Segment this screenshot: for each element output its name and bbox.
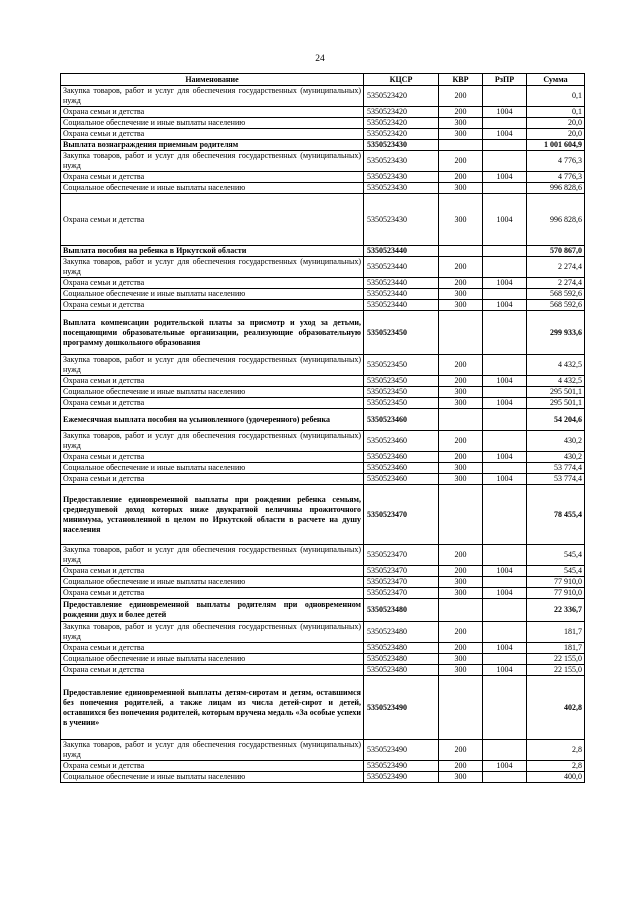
cell-name: Предоставление единовременной выплаты при рождении ребенка семьям, среднедушевой доход которых ниже двукратной величины прожиточного минимума, установленной в целом по Иркутской области в расчете на душу населения [61,485,364,545]
cell-kvr [439,485,483,545]
cell-kvr: 300 [439,588,483,599]
cell-name: Предоставление единовременной выплаты детям-сиротам и детям, оставшимся без попечения родителей, а также лицам из числа детей-сирот и детей, оставшихся без попечения родителей, которым вручена медаль «За особые успехи в учении» [61,676,364,740]
cell-sum: 400,0 [527,772,585,783]
cell-name: Охрана семьи и детства [61,300,364,311]
cell-kvr: 300 [439,654,483,665]
cell-name: Ежемесячная выплата пособия на усыновленного (удочеренного) ребенка [61,409,364,431]
cell-rzpr [483,485,527,545]
cell-sum: 1 001 604,9 [527,140,585,151]
cell-kcsr: 5350523490 [364,772,439,783]
cell-rzpr: 1004 [483,398,527,409]
cell-sum: 0,1 [527,86,585,107]
cell-rzpr [483,740,527,761]
cell-sum: 4 776,3 [527,151,585,172]
cell-kcsr: 5350523420 [364,129,439,140]
cell-rzpr [483,409,527,431]
cell-kcsr: 5350523480 [364,599,439,622]
table-row [61,665,585,676]
budget-table [60,73,585,783]
cell-rzpr: 1004 [483,761,527,772]
table-row [61,740,585,761]
cell-kcsr: 5350523430 [364,172,439,183]
cell-sum: 4 432,5 [527,376,585,387]
cell-sum: 4 776,3 [527,172,585,183]
table-row [61,761,585,772]
cell-name: Закупка товаров, работ и услуг для обеспечения государственных (муниципальных) нужд [61,151,364,172]
cell-sum: 295 501,1 [527,387,585,398]
cell-kcsr: 5350523470 [364,485,439,545]
table-row [61,485,585,545]
cell-sum: 77 910,0 [527,588,585,599]
table-row [61,772,585,783]
cell-sum: 996 828,6 [527,183,585,194]
cell-kvr: 200 [439,643,483,654]
cell-sum: 568 592,6 [527,300,585,311]
cell-name: Охрана семьи и детства [61,129,364,140]
header-rzpr: РзПР [483,74,527,86]
cell-name: Охрана семьи и детства [61,194,364,246]
table-row [61,278,585,289]
table-row [61,311,585,355]
cell-sum: 78 455,4 [527,485,585,545]
cell-rzpr: 1004 [483,665,527,676]
cell-rzpr: 1004 [483,452,527,463]
cell-rzpr: 1004 [483,278,527,289]
cell-kcsr: 5350523440 [364,300,439,311]
cell-kvr: 200 [439,172,483,183]
cell-kvr [439,676,483,740]
cell-kcsr: 5350523470 [364,577,439,588]
cell-kvr: 300 [439,463,483,474]
cell-kvr: 200 [439,107,483,118]
table-row [61,246,585,257]
cell-rzpr [483,431,527,452]
table-row [61,431,585,452]
cell-rzpr: 1004 [483,172,527,183]
table-row [61,599,585,622]
cell-rzpr [483,622,527,643]
cell-name: Закупка товаров, работ и услуг для обеспечения государственных (муниципальных) нужд [61,355,364,376]
cell-kcsr: 5350523460 [364,431,439,452]
cell-sum: 54 204,6 [527,409,585,431]
cell-rzpr [483,289,527,300]
table-row [61,151,585,172]
cell-kvr [439,140,483,151]
cell-kvr: 200 [439,257,483,278]
cell-kcsr: 5350523430 [364,140,439,151]
cell-name: Охрана семьи и детства [61,665,364,676]
cell-kcsr: 5350523450 [364,398,439,409]
cell-name: Закупка товаров, работ и услуг для обеспечения государственных (муниципальных) нужд [61,545,364,566]
cell-sum: 4 432,5 [527,355,585,376]
cell-kvr [439,246,483,257]
cell-kcsr: 5350523440 [364,278,439,289]
cell-sum: 0,1 [527,107,585,118]
table-row [61,566,585,577]
cell-kvr: 300 [439,118,483,129]
cell-sum: 2 274,4 [527,257,585,278]
cell-kvr: 200 [439,545,483,566]
cell-kcsr: 5350523420 [364,107,439,118]
cell-rzpr [483,387,527,398]
table-row [61,376,585,387]
table-row [61,622,585,643]
cell-name: Охрана семьи и детства [61,474,364,485]
table-row [61,118,585,129]
cell-kvr: 300 [439,387,483,398]
header-sum: Сумма [527,74,585,86]
table-row [61,355,585,376]
cell-kvr: 200 [439,452,483,463]
cell-sum: 545,4 [527,566,585,577]
table-row [61,140,585,151]
cell-kvr: 200 [439,376,483,387]
cell-name: Охрана семьи и детства [61,107,364,118]
table-row [61,183,585,194]
cell-name: Закупка товаров, работ и услуг для обеспечения государственных (муниципальных) нужд [61,740,364,761]
cell-kvr: 300 [439,129,483,140]
table-row [61,194,585,246]
cell-sum: 20,0 [527,118,585,129]
cell-kcsr: 5350523490 [364,676,439,740]
cell-rzpr: 1004 [483,474,527,485]
cell-sum: 20,0 [527,129,585,140]
cell-kcsr: 5350523450 [364,355,439,376]
table-row [61,300,585,311]
cell-rzpr [483,545,527,566]
table-row [61,474,585,485]
cell-rzpr [483,246,527,257]
cell-kcsr: 5350523480 [364,643,439,654]
cell-kcsr: 5350523450 [364,376,439,387]
cell-kvr [439,311,483,355]
cell-kcsr: 5350523440 [364,257,439,278]
cell-name: Социальное обеспечение и иные выплаты населению [61,183,364,194]
table-row [61,172,585,183]
table-row [61,129,585,140]
cell-name: Социальное обеспечение и иные выплаты населению [61,654,364,665]
table-body [61,86,585,783]
cell-kvr: 200 [439,566,483,577]
cell-rzpr [483,772,527,783]
cell-kvr: 300 [439,289,483,300]
cell-kcsr: 5350523470 [364,545,439,566]
cell-rzpr [483,599,527,622]
table-row [61,545,585,566]
cell-rzpr [483,183,527,194]
table-row [61,107,585,118]
cell-sum: 22 155,0 [527,665,585,676]
cell-rzpr: 1004 [483,643,527,654]
cell-kcsr: 5350523460 [364,463,439,474]
cell-kvr: 200 [439,278,483,289]
cell-rzpr: 1004 [483,129,527,140]
cell-sum: 77 910,0 [527,577,585,588]
cell-rzpr [483,257,527,278]
cell-kcsr: 5350523440 [364,289,439,300]
cell-sum: 299 933,6 [527,311,585,355]
cell-kvr: 300 [439,474,483,485]
cell-kvr [439,599,483,622]
cell-name: Социальное обеспечение и иные выплаты населению [61,289,364,300]
table-row [61,676,585,740]
cell-name: Закупка товаров, работ и услуг для обеспечения государственных (муниципальных) нужд [61,257,364,278]
cell-kcsr: 5350523420 [364,86,439,107]
cell-name: Предоставление единовременной выплаты родителям при одновременном рождении двух и более детей [61,599,364,622]
cell-kvr: 200 [439,86,483,107]
cell-rzpr [483,151,527,172]
cell-sum: 2 274,4 [527,278,585,289]
cell-kcsr: 5350523420 [364,118,439,129]
header-name: Наименование [61,74,364,86]
cell-name: Охрана семьи и детства [61,172,364,183]
cell-sum: 2,8 [527,761,585,772]
cell-rzpr: 1004 [483,194,527,246]
cell-rzpr: 1004 [483,588,527,599]
cell-name: Охрана семьи и детства [61,376,364,387]
cell-rzpr [483,140,527,151]
cell-rzpr: 1004 [483,107,527,118]
cell-sum: 22 155,0 [527,654,585,665]
cell-name: Охрана семьи и детства [61,278,364,289]
cell-kvr: 200 [439,622,483,643]
cell-rzpr [483,463,527,474]
cell-kcsr: 5350523430 [364,183,439,194]
cell-sum: 430,2 [527,431,585,452]
cell-kcsr: 5350523490 [364,740,439,761]
cell-name: Закупка товаров, работ и услуг для обеспечения государственных (муниципальных) нужд [61,86,364,107]
table-row [61,654,585,665]
cell-rzpr [483,676,527,740]
table-row [61,398,585,409]
cell-kvr: 300 [439,665,483,676]
cell-sum: 996 828,6 [527,194,585,246]
cell-kcsr: 5350523490 [364,761,439,772]
cell-name: Социальное обеспечение и иные выплаты населению [61,577,364,588]
cell-name: Закупка товаров, работ и услуг для обеспечения государственных (муниципальных) нужд [61,622,364,643]
cell-sum: 181,7 [527,622,585,643]
cell-kcsr: 5350523460 [364,409,439,431]
cell-name: Охрана семьи и детства [61,761,364,772]
cell-kcsr: 5350523480 [364,622,439,643]
cell-sum: 545,4 [527,545,585,566]
cell-sum: 402,8 [527,676,585,740]
cell-kcsr: 5350523430 [364,194,439,246]
cell-kvr: 200 [439,740,483,761]
cell-name: Выплата компенсации родительской платы за присмотр и уход за детьми, посещающими образовательные организации, реализующие образовательную программу дошкольного образования [61,311,364,355]
cell-sum: 570 867,0 [527,246,585,257]
cell-name: Выплата пособия на ребенка в Иркутской области [61,246,364,257]
table-row [61,588,585,599]
cell-rzpr [483,654,527,665]
cell-kvr: 200 [439,761,483,772]
cell-name: Закупка товаров, работ и услуг для обеспечения государственных (муниципальных) нужд [61,431,364,452]
cell-kvr: 300 [439,300,483,311]
cell-kvr: 300 [439,398,483,409]
cell-sum: 181,7 [527,643,585,654]
cell-sum: 53 774,4 [527,463,585,474]
cell-kcsr: 5350523430 [364,151,439,172]
cell-sum: 295 501,1 [527,398,585,409]
cell-name: Социальное обеспечение и иные выплаты населению [61,387,364,398]
cell-kvr: 300 [439,183,483,194]
cell-kcsr: 5350523480 [364,654,439,665]
cell-kvr: 300 [439,772,483,783]
cell-name: Охрана семьи и детства [61,452,364,463]
cell-kvr: 300 [439,194,483,246]
cell-kvr: 200 [439,355,483,376]
cell-name: Охрана семьи и детства [61,588,364,599]
cell-kcsr: 5350523460 [364,452,439,463]
table-row [61,577,585,588]
cell-rzpr [483,86,527,107]
table-row [61,643,585,654]
cell-name: Социальное обеспечение и иные выплаты населению [61,772,364,783]
cell-name: Выплата вознаграждения приемным родителям [61,140,364,151]
cell-rzpr [483,118,527,129]
cell-name: Охрана семьи и детства [61,566,364,577]
cell-kcsr: 5350523450 [364,311,439,355]
cell-sum: 430,2 [527,452,585,463]
header-kvr: КВР [439,74,483,86]
header-kcsr: КЦСР [364,74,439,86]
table-row [61,409,585,431]
cell-rzpr [483,577,527,588]
cell-kcsr: 5350523470 [364,566,439,577]
cell-kcsr: 5350523480 [364,665,439,676]
cell-sum: 22 336,7 [527,599,585,622]
table-row [61,289,585,300]
cell-name: Охрана семьи и детства [61,643,364,654]
cell-kcsr: 5350523470 [364,588,439,599]
cell-kcsr: 5350523450 [364,387,439,398]
cell-rzpr: 1004 [483,300,527,311]
cell-rzpr: 1004 [483,376,527,387]
cell-name: Социальное обеспечение и иные выплаты населению [61,463,364,474]
table-row [61,463,585,474]
table-row [61,257,585,278]
cell-kcsr: 5350523440 [364,246,439,257]
cell-rzpr: 1004 [483,566,527,577]
cell-kvr: 300 [439,577,483,588]
cell-rzpr [483,311,527,355]
cell-kcsr: 5350523460 [364,474,439,485]
page-number: 24 [315,54,325,64]
table-row [61,452,585,463]
cell-sum: 568 592,6 [527,289,585,300]
cell-name: Охрана семьи и детства [61,398,364,409]
cell-name: Социальное обеспечение и иные выплаты населению [61,118,364,129]
cell-sum: 2,8 [527,740,585,761]
cell-kvr: 200 [439,151,483,172]
cell-rzpr [483,355,527,376]
cell-sum: 53 774,4 [527,474,585,485]
table-row [61,86,585,107]
cell-kvr: 200 [439,431,483,452]
table-header-row [61,74,585,86]
table-row [61,387,585,398]
cell-kvr [439,409,483,431]
